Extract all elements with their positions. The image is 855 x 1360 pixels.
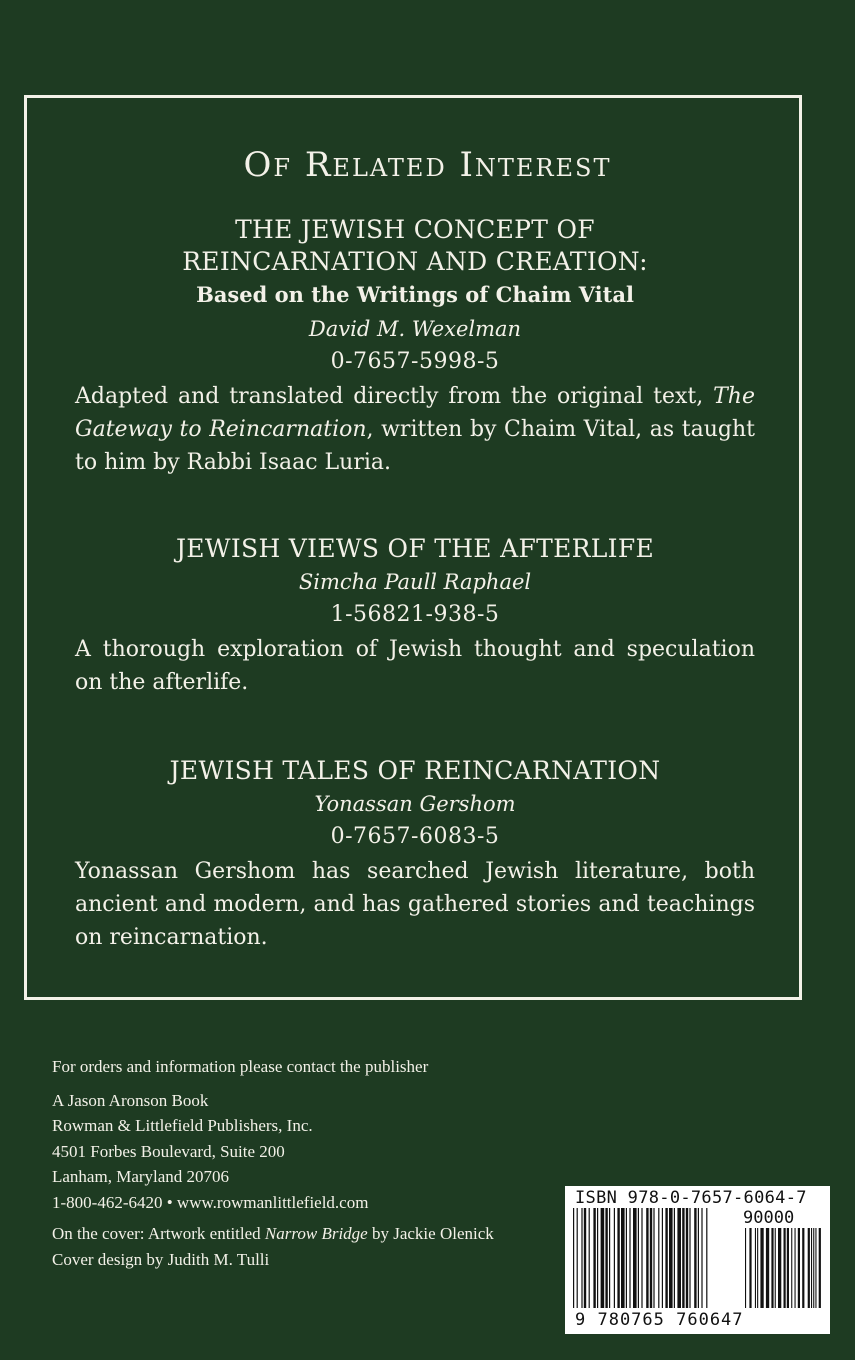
- book-description: A thorough exploration of Jewish thought and speculation on the afterlife.: [75, 637, 755, 695]
- barcode-bar: [682, 1208, 684, 1308]
- barcode-bar: [706, 1208, 707, 1308]
- desc-text: , written by Chaim Vital, as taught to him by Rabbi Isaac Luria.: [75, 417, 755, 475]
- barcode-bar: [626, 1208, 627, 1308]
- barcode-number: 9 780765 760647: [575, 1310, 744, 1330]
- desc-title-italic: The Gateway to Reincarnation: [75, 384, 755, 442]
- price-bar: [755, 1228, 756, 1308]
- barcode-block: [565, 1186, 830, 1334]
- design-credit: Cover design by Judith M. Tulli: [52, 1249, 270, 1269]
- barcode-bar: [669, 1208, 673, 1308]
- barcode-bar: [650, 1208, 652, 1308]
- barcode-bar: [601, 1208, 605, 1308]
- price-bar: [784, 1228, 786, 1308]
- price-bar: [760, 1228, 763, 1308]
- book-entry-1: [75, 214, 755, 479]
- barcode-bar: [584, 1208, 586, 1308]
- book-author: Simcha Paull Raphael: [298, 570, 532, 594]
- imprint-line: A Jason Aronson Book: [52, 1090, 209, 1110]
- barcode-bars: [573, 1208, 823, 1312]
- price-bar: [819, 1228, 821, 1308]
- price-bar: [787, 1228, 789, 1308]
- barcode-bar: [577, 1208, 578, 1308]
- phone-web-line: 1-800-462-6420 • www.rowmanlittlefield.com: [52, 1192, 369, 1212]
- book-author: Yonassan Gershom: [314, 792, 516, 816]
- price-bar: [798, 1228, 800, 1308]
- barcode-bar: [614, 1208, 615, 1308]
- book-description: [75, 380, 755, 479]
- price-bar: [813, 1228, 814, 1308]
- book-subtitle: Based on the Writings of Chaim Vital: [196, 282, 634, 307]
- publisher-name: Rowman & Littlefield Publishers, Inc.: [52, 1116, 313, 1135]
- barcode-bar: [658, 1208, 659, 1308]
- cover-credit: [52, 1221, 552, 1247]
- barcode-bar: [633, 1208, 637, 1308]
- barcode-bar: [621, 1208, 625, 1308]
- price-bar: [811, 1228, 812, 1308]
- barcode-bar: [617, 1208, 619, 1308]
- barcode-bar: [665, 1208, 667, 1308]
- barcode-bar: [629, 1208, 630, 1308]
- barcode-bar: [646, 1208, 648, 1308]
- book-description: Yonassan Gershom has searched Jewish literature, both ancient and modern, and has gathered stories and teachings on reincarnation.: [75, 859, 755, 950]
- barcode-bar: [677, 1208, 681, 1308]
- desc-text: Adapted and translated directly from the original text,: [75, 384, 714, 409]
- barcode-bar: [641, 1208, 642, 1308]
- barcode-bar: [701, 1208, 702, 1308]
- barcode-bar: [694, 1208, 696, 1308]
- price-bar: [757, 1228, 758, 1308]
- book-title-line: JEWISH TALES OF REINCARNATION: [169, 756, 661, 785]
- price-bar: [791, 1228, 792, 1308]
- price-bar: [808, 1228, 810, 1308]
- book-entry-3: [75, 755, 755, 954]
- barcode-bar: [674, 1208, 675, 1308]
- barcode-bar: [653, 1208, 654, 1308]
- book-isbn: 0-7657-5998-5: [330, 349, 500, 374]
- barcode-bar: [689, 1208, 690, 1308]
- book-isbn: 0-7657-6083-5: [330, 824, 500, 849]
- barcode-bar: [597, 1208, 598, 1308]
- book-title-line: REINCARNATION AND CREATION:: [182, 247, 648, 276]
- book-entry-2: [75, 533, 755, 699]
- publisher-info: [52, 1054, 552, 1272]
- barcode-isbn: ISBN 978-0-7657-6064-7: [575, 1188, 807, 1208]
- price-bar: [802, 1228, 804, 1308]
- price-bar: [771, 1228, 773, 1308]
- barcode-bar: [638, 1208, 639, 1308]
- price-bar: [745, 1228, 746, 1308]
- book-author: David M. Wexelman: [308, 317, 522, 341]
- page-heading: Of Related Interest: [243, 145, 612, 185]
- barcode-bar: [662, 1208, 663, 1308]
- barcode-bar: [581, 1208, 582, 1308]
- cover-credit-text: by Jackie Olenick: [367, 1224, 494, 1243]
- book-title-line: JEWISH VIEWS OF THE AFTERLIFE: [175, 534, 655, 563]
- price-bar: [775, 1228, 776, 1308]
- barcode-bar: [605, 1208, 607, 1308]
- cover-credit-text: On the cover: Artwork entitled: [52, 1224, 265, 1243]
- address-line-2: Lanham, Maryland 20706: [52, 1167, 230, 1186]
- price-bar: [778, 1228, 781, 1308]
- price-bar: [766, 1228, 769, 1308]
- barcode-bar: [589, 1208, 590, 1308]
- contact-line: For orders and information please contact the publisher: [52, 1057, 429, 1076]
- barcode-bar: [593, 1208, 595, 1308]
- price-bar: [815, 1228, 816, 1308]
- barcode-price-code: 90000: [743, 1208, 795, 1228]
- price-bar: [749, 1228, 751, 1308]
- price-bar: [795, 1228, 796, 1308]
- barcode-bar: [609, 1208, 610, 1308]
- barcode-bar: [573, 1208, 574, 1308]
- barcode-bar: [686, 1208, 688, 1308]
- barcode-bar: [698, 1208, 699, 1308]
- book-isbn: 1-56821-938-5: [330, 602, 500, 627]
- artwork-title: Narrow Bridge: [264, 1224, 368, 1243]
- book-title-line: THE JEWISH CONCEPT OF: [235, 215, 595, 244]
- address-line-1: 4501 Forbes Boulevard, Suite 200: [52, 1141, 285, 1161]
